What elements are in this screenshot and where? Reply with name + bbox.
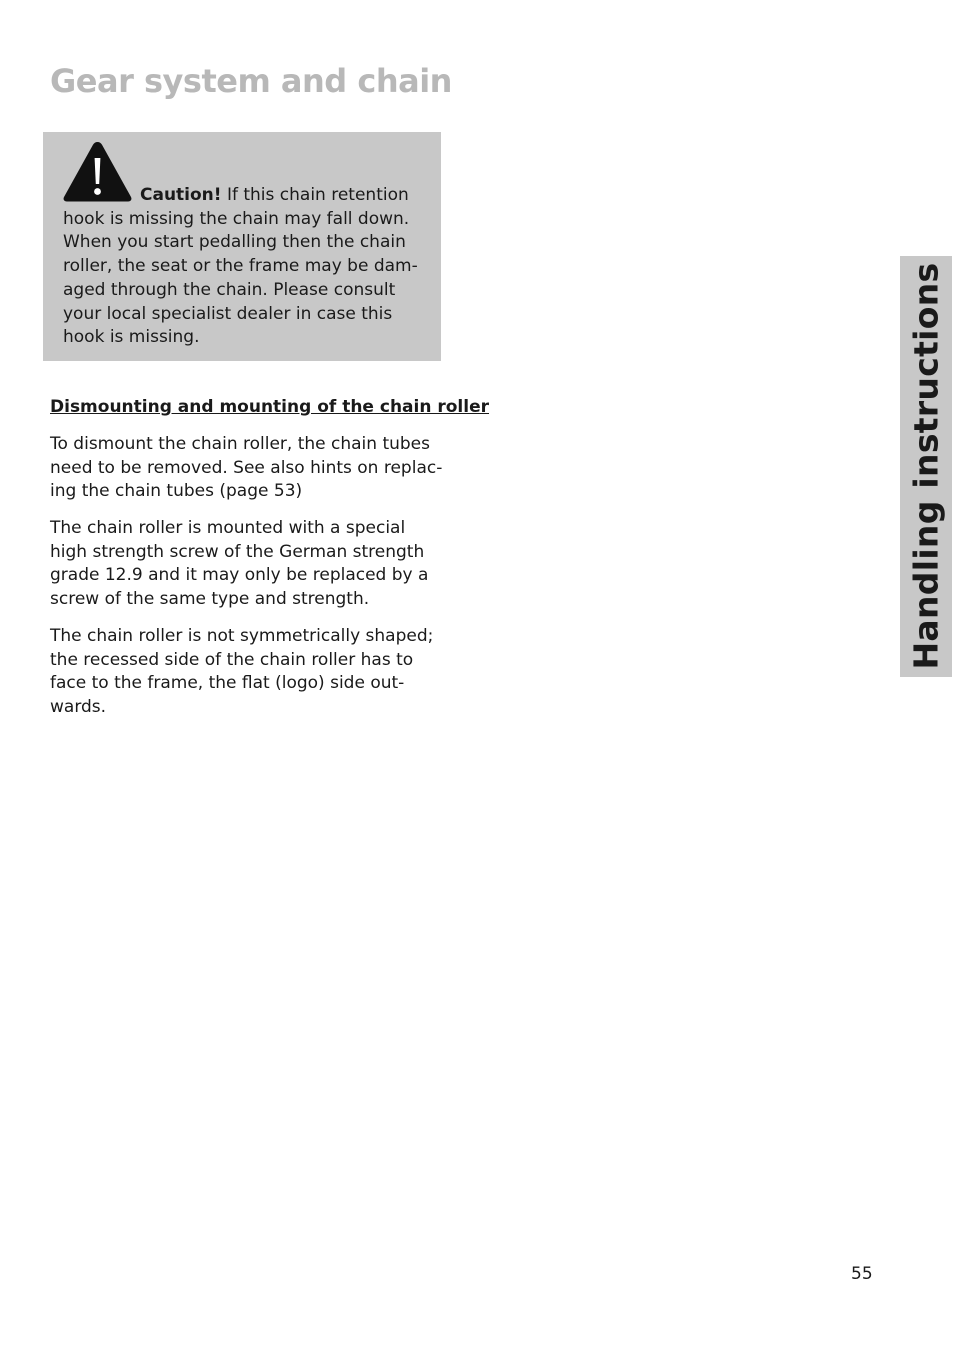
caution-text <box>63 184 435 350</box>
caution-line: hook is missing the chain may fall down. <box>63 208 410 229</box>
paragraph-orientation <box>50 625 445 720</box>
paragraph-line: face to the frame, the flat (logo) side out- <box>50 673 405 694</box>
paragraph-screw <box>50 517 445 612</box>
paragraph-line: The chain roller is not symmetrically shaped; <box>50 626 434 646</box>
side-tab <box>900 256 952 677</box>
paragraph-line: ing the chain tubes (page 53) <box>50 481 303 502</box>
paragraph-line: need to be removed. See also hints on replac- <box>50 457 443 478</box>
paragraph-line: high strength screw of the German strength <box>50 541 425 562</box>
page-title: Gear system and chain <box>50 62 452 100</box>
page-number: 55 <box>851 1264 873 1284</box>
caution-line: your local specialist dealer in case this <box>63 303 393 324</box>
paragraph-line: the recessed side of the chain roller has to <box>50 649 414 670</box>
caution-line: aged through the chain. Please consult <box>63 279 396 300</box>
caution-line: hook is missing. <box>63 327 200 348</box>
caution-line: If this chain retention <box>221 185 409 205</box>
caution-label: Caution! <box>140 185 222 205</box>
caution-line: When you start pedalling then the chain <box>63 232 406 253</box>
side-tab-label: Handling instructions <box>906 262 946 670</box>
paragraph-line: To dismount the chain roller, the chain tubes <box>50 434 431 454</box>
paragraph-dismount <box>50 433 445 504</box>
section-heading: Dismounting and mounting of the chain roller <box>50 397 490 417</box>
caution-box <box>43 132 441 361</box>
caution-line: roller, the seat or the frame may be dam- <box>63 256 418 277</box>
paragraph-line: grade 12.9 and it may only be replaced by a <box>50 565 429 586</box>
paragraph-line: The chain roller is mounted with a special <box>50 518 406 538</box>
paragraph-line: wards. <box>50 697 107 718</box>
paragraph-line: screw of the same type and strength. <box>50 589 370 610</box>
